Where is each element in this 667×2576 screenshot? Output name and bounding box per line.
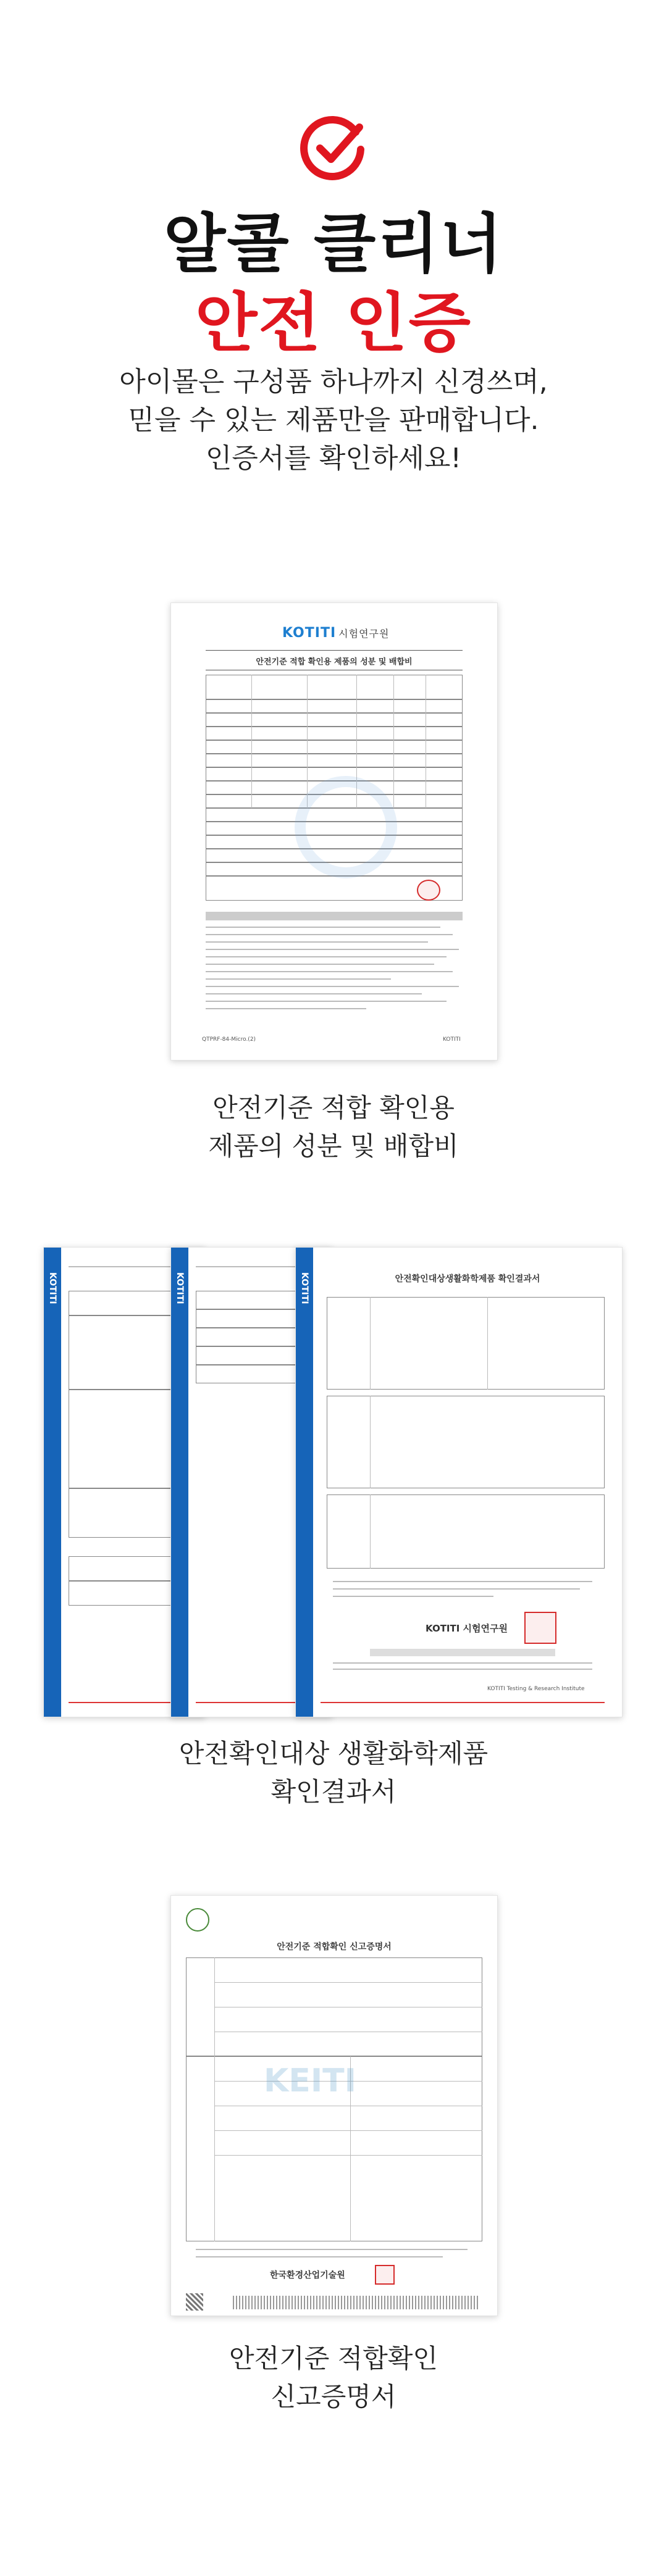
footer-code: QTPRF-84-Micro.(2) [202, 1036, 256, 1043]
sidebar-band [171, 1248, 188, 1717]
intro-line: 믿을 수 있는 제품만을 판매합니다. [128, 404, 539, 436]
certificate-declaration-image [170, 1895, 498, 2316]
emblem-icon [186, 1908, 209, 1932]
caption-line: 안전확인대상 생활화학제품 [178, 1738, 489, 1769]
seal-stamp [524, 1612, 556, 1644]
sidebar-label: KOTITI [300, 1272, 309, 1304]
sidebar-band [44, 1248, 61, 1717]
certificate-caption [0, 1089, 667, 1165]
certificate-result-front-page [295, 1247, 623, 1717]
certificate-title: 안전기준 적합 확인용 제품의 성분 및 배합비 [256, 657, 413, 667]
certificate-title: 안전기준 적합확인 신고증명서 [277, 1942, 392, 1952]
sidebar-band [296, 1248, 313, 1717]
logo-text: KOTITI [282, 625, 337, 641]
certificate-caption [0, 1735, 667, 1811]
seal-stamp [375, 2265, 395, 2285]
certificate-ingredients-image [170, 602, 498, 1061]
issuer-english-name: KOTITI Testing & Research Institute [487, 1686, 585, 1692]
caption-line: 확인결과서 [271, 1777, 396, 1807]
watermark: KEITI [264, 2062, 356, 2099]
check-circle-icon [299, 114, 368, 183]
footer-brand: KOTITI [443, 1036, 461, 1043]
intro-line: 아이몰은 구성품 하나까지 신경쓰며, [119, 366, 548, 398]
page-subtitle: 안전 인증 [195, 285, 472, 361]
intro-line: 인증서를 확인하세요! [205, 443, 462, 474]
watermark-emblem [295, 776, 397, 878]
caption-line: 제품의 성분 및 배합비 [208, 1131, 459, 1161]
logo-sub: 시험연구원 [338, 628, 390, 640]
caption-line: 신고증명서 [271, 2382, 396, 2412]
issuer-name: 한국환경산업기술원 [270, 2270, 345, 2280]
koti-logo [282, 625, 389, 641]
certificate-title: 안전확인대상생활화학제품 확인결과서 [395, 1274, 540, 1284]
intro-text [0, 363, 667, 478]
certificate-caption [0, 2340, 667, 2416]
caption-line: 안전기준 적합확인 [229, 2343, 438, 2374]
page-title: 알콜 클리너 [163, 206, 504, 281]
barcode [233, 2296, 480, 2309]
qr-code [186, 2293, 203, 2311]
seal-stamp [417, 880, 440, 901]
sidebar-label: KOTITI [48, 1272, 57, 1304]
issuer-name: KOTITI 시험연구원 [426, 1623, 508, 1634]
sidebar-label: KOTITI [175, 1272, 185, 1304]
caption-line: 안전기준 적합 확인용 [212, 1093, 455, 1123]
